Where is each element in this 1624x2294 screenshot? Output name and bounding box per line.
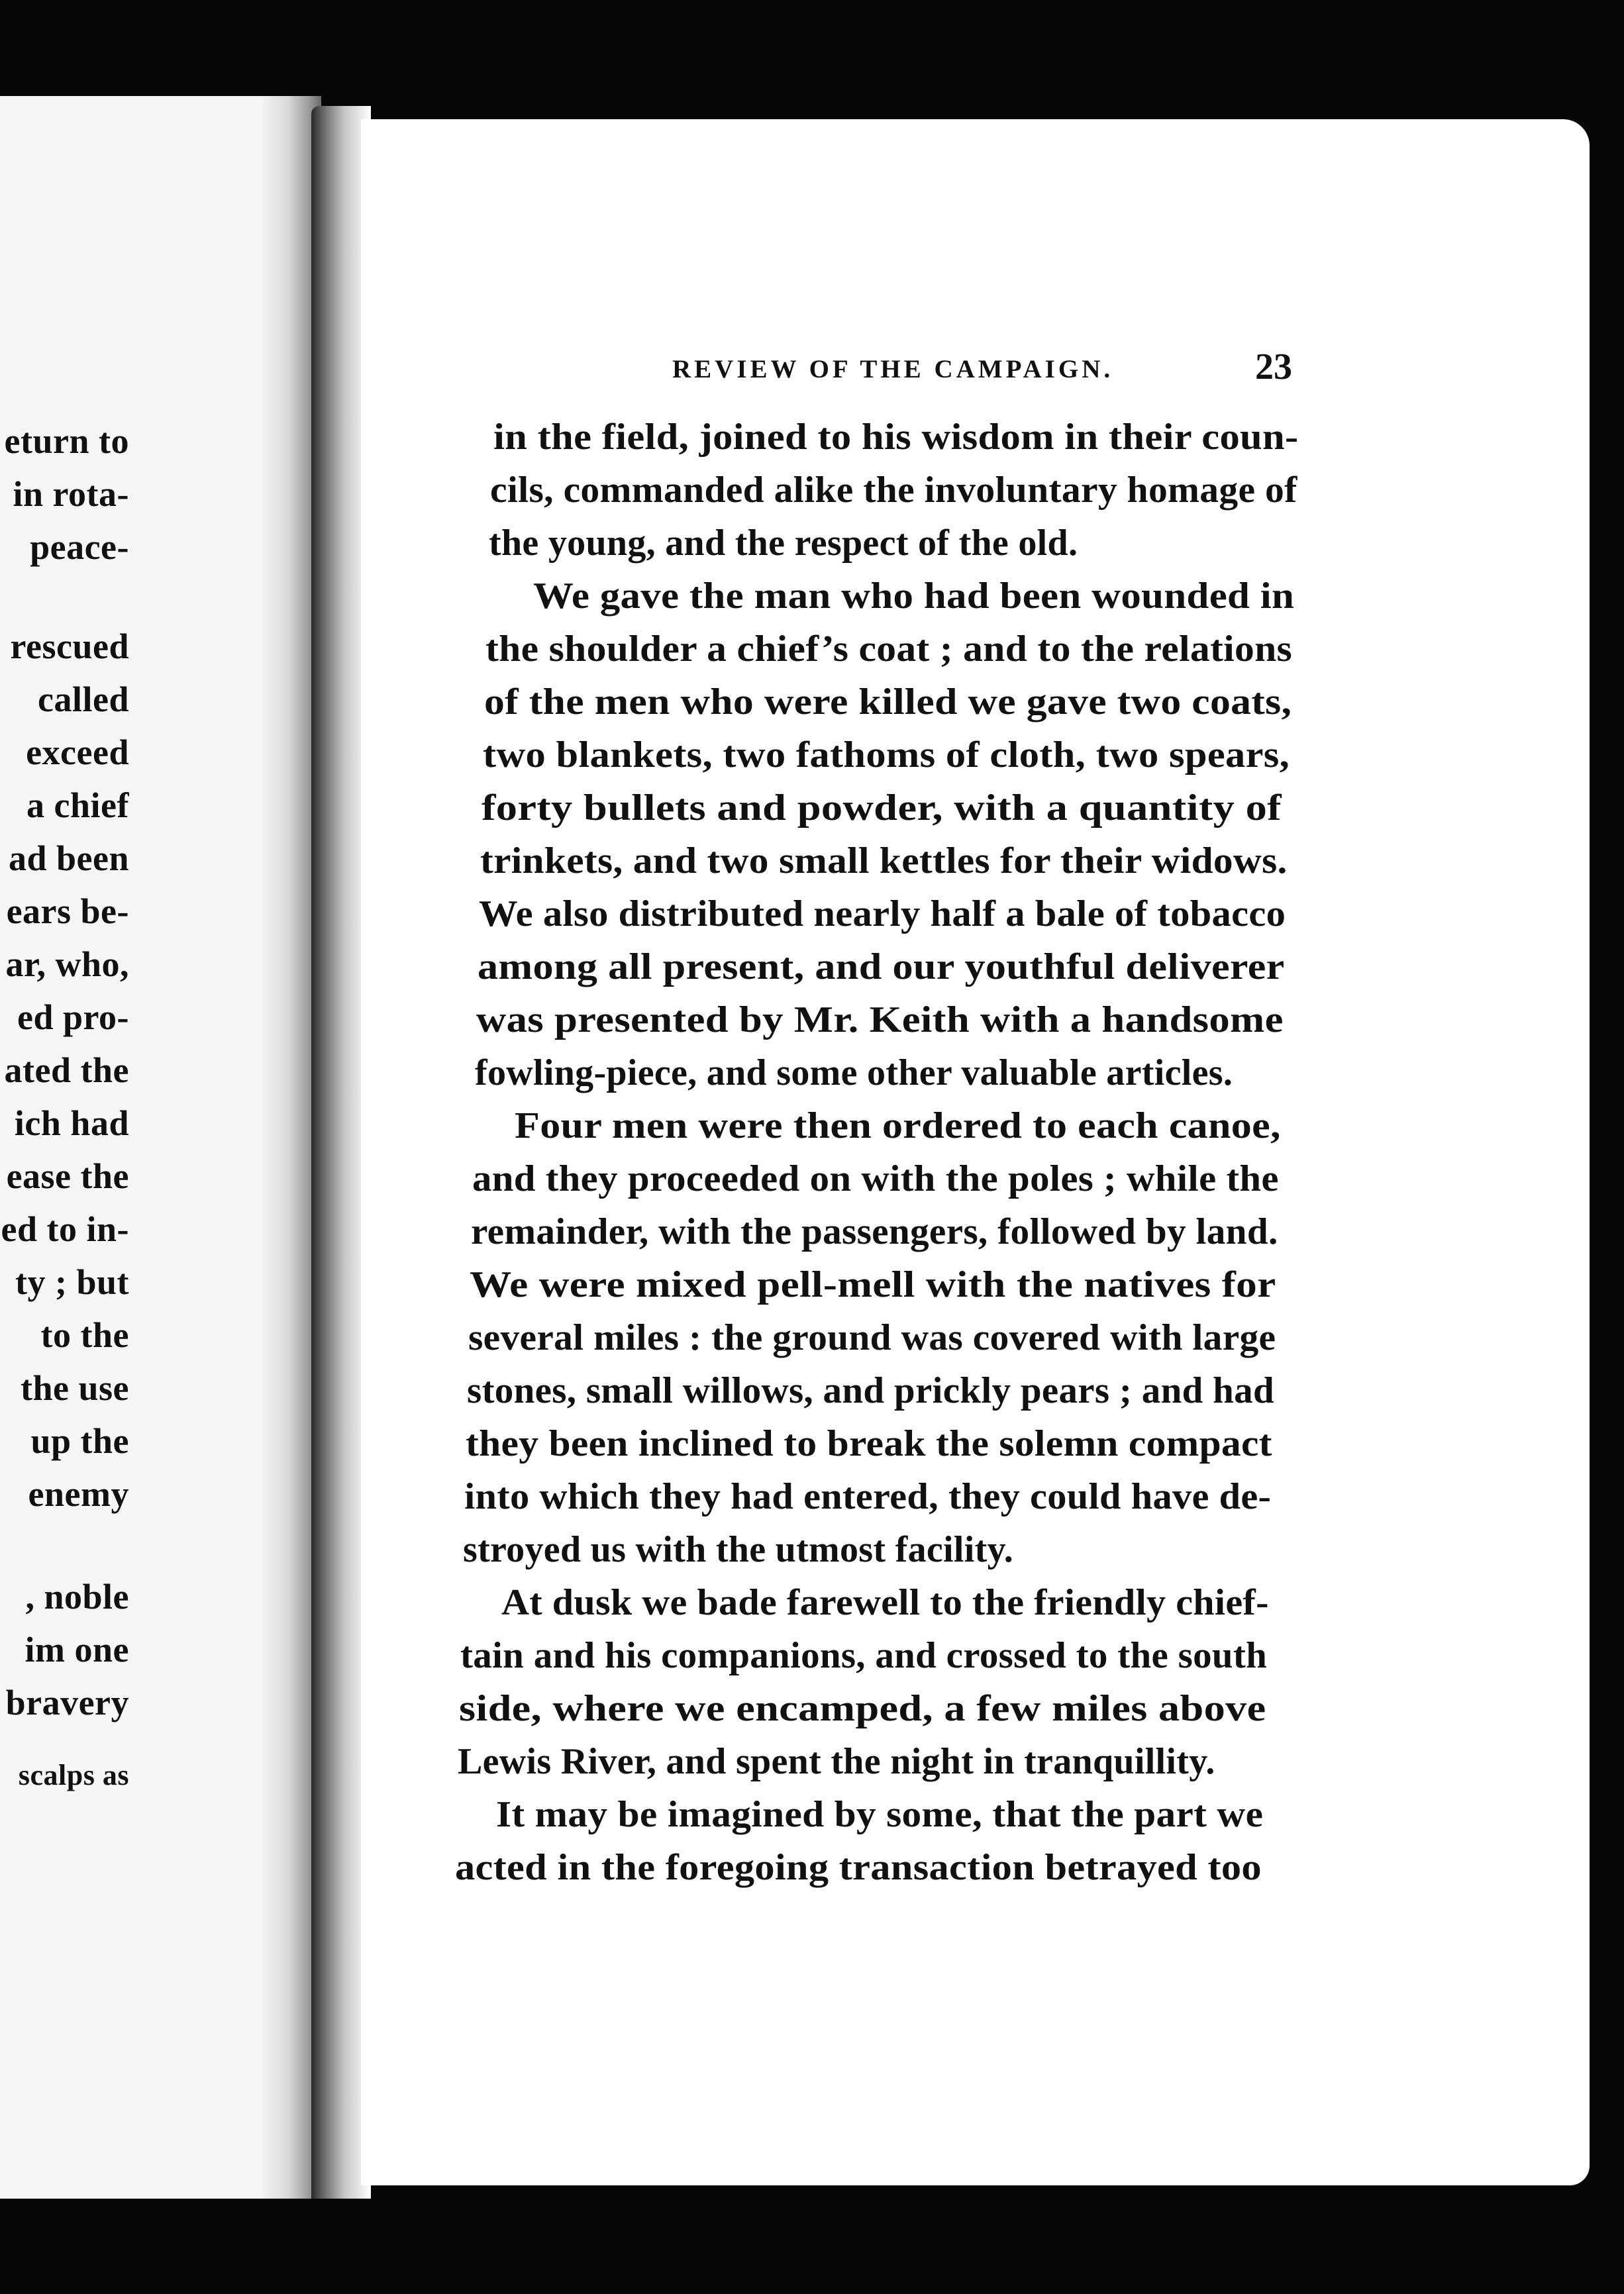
text-line: acted in the foregoing transaction betrayed too [455,1847,1262,1888]
facing-page-line: ich had [14,1103,129,1143]
text-line: two blankets, two fathoms of cloth, two spears, [483,734,1290,775]
facing-page-line: ar, who, [5,944,129,984]
text-line: and they proceeded on with the poles ; while the [472,1158,1279,1199]
text-line: side, where we encamped, a few miles above [459,1688,1266,1729]
running-head: REVIEW OF THE CAMPAIGN. [672,355,1114,383]
facing-page-line: in rota- [13,474,129,514]
facing-page-line: im one [25,1630,129,1670]
text-line: We also distributed nearly half a bale of tobacco [479,893,1286,934]
text-line: stones, small willows, and prickly pears ; and had [467,1370,1274,1411]
facing-page-line: ated the [4,1050,129,1090]
text-line: We were mixed pell-mell with the natives for [470,1264,1276,1305]
facing-page-line: peace- [30,527,129,567]
text-line paragraph-start: Four men were then ordered to each canoe, [515,1105,1281,1146]
text-line: Lewis River, and spent the night in tranquillity. [458,1741,1215,1782]
text-line paragraph-start: It may be imagined by some, that the part we [496,1794,1264,1835]
facing-page-line: ad been [8,838,129,878]
facing-page-line: ed pro- [17,997,129,1037]
text-line: several miles : the ground was covered with large [468,1317,1276,1358]
facing-page-line: enemy [28,1474,129,1514]
facing-page-line: called [38,679,129,719]
facing-page-line: a chief [26,785,129,825]
facing-page-line: up the [30,1421,129,1461]
facing-page-line: rescued [10,626,129,666]
text-line: the shoulder a chief’s coat ; and to the relations [485,628,1293,670]
facing-page-line: bravery [5,1683,129,1722]
facing-page-line: the use [21,1368,129,1408]
facing-page-line: ease the [6,1156,129,1196]
facing-page-line: scalps as [18,1759,129,1791]
facing-page-line: ears be- [6,891,129,931]
text-line: fowling-piece, and some other valuable articles. [475,1052,1233,1093]
text-line: forty bullets and powder, with a quantity of [482,787,1282,828]
facing-page-line: to the [40,1315,129,1355]
text-line: of the men who were killed we gave two coats, [484,681,1292,723]
text-line: trinkets, and two small kettles for their widows. [480,840,1288,881]
facing-page-line: eturn to [4,421,129,461]
facing-page-line: exceed [26,732,129,772]
text-line: tain and his companions, and crossed to the south [460,1635,1268,1676]
text-line paragraph-start: At dusk we bade farewell to the friendly chief- [501,1582,1269,1623]
facing-page-line: , noble [25,1577,129,1617]
text-line: into which they had entered, they could have de- [464,1476,1272,1517]
text-line: in the field, joined to his wisdom in their coun- [493,417,1299,458]
text-line paragraph-start: We gave the man who had been wounded in [533,575,1295,617]
facing-page-line: ed to in- [1,1209,129,1249]
text-line: among all present, and our youthful deliverer [478,946,1285,987]
facing-page-line: ty ; but [15,1262,129,1302]
text-line: remainder, with the passengers, followed by land. [471,1211,1278,1252]
text-line: was presented by Mr. Keith with a handsome [476,999,1284,1040]
text-line: cils, commanded alike the involuntary homage of [490,470,1297,511]
text-line: they been inclined to break the solemn compact [466,1423,1272,1464]
facing-page [0,96,321,2199]
text-line: the young, and the respect of the old. [489,523,1078,564]
text-line: stroyed us with the utmost facility. [463,1529,1014,1570]
page-number: 23 [1255,346,1292,387]
